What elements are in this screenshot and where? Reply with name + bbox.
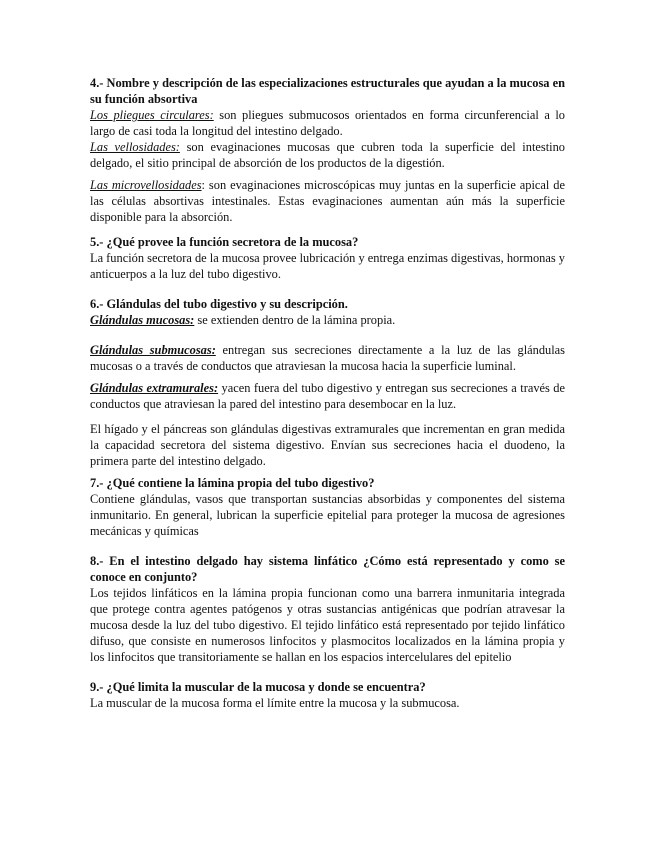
section-6 <box>90 296 565 469</box>
desc-glandulas-extramurales: yacen fuera del tubo digestivo y entregan sus secreciones a través de conductos que atraviesan la pared del intestino para desembocar en la luz. <box>90 381 565 411</box>
question-9: 9.- ¿Qué limita la muscular de la mucosa y donde se encuentra? <box>90 680 426 694</box>
desc-pliegues-circulares: son pliegues submucosos orientados en forma circunferencial a lo largo de casi toda la longitud del intestino delgado. <box>90 108 565 138</box>
document-page <box>90 75 565 711</box>
item-pliegues-circulares <box>90 107 565 139</box>
item-glandulas-mucosas <box>90 312 565 328</box>
answer-9: La muscular de la mucosa forma el límite entre la mucosa y la submucosa. <box>90 696 460 710</box>
answer-8: Los tejidos linfáticos en la lámina propia funcionan como una barrera inmunitaria integrada que protege contra agentes patógenos y otras sustancias antigénicas que podrían atravesar la mucosa desde la luz del tubo digestivo. El tejido linfático está representado por tejido linfático difuso, que consiste en numerosos linfocitos y plasmocitos localizados en la lámina propia y los linfocitos que transitoriamente se hallan en los espacios intercelulares del epitelio <box>90 586 565 664</box>
term-pliegues-circulares: Los pliegues circulares: <box>90 108 214 122</box>
paragraph-higado-pancreas: El hígado y el páncreas son glándulas digestivas extramurales que incrementan en gran medida la capacidad secretora del sistema digestivo. Envían sus secreciones hacia el duodeno, la primera parte del intestino delgado. <box>90 422 565 468</box>
section-8 <box>90 553 565 665</box>
answer-7: Contiene glándulas, vasos que transportan sustancias absorbidas y componentes del sistema inmunitario. En general, lubrican la superficie epitelial para proteger la mucosa de agresiones mecánicas y químicas <box>90 492 565 538</box>
desc-glandulas-mucosas: se extienden dentro de la lámina propia. <box>194 313 396 327</box>
item-glandulas-extramurales <box>90 380 565 412</box>
section-7 <box>90 475 565 539</box>
answer-5: La función secretora de la mucosa provee lubricación y entrega enzimas digestivas, hormonas y anticuerpos a la luz del tubo digestivo. <box>90 251 565 281</box>
question-4: 4.- Nombre y descripción de las especializaciones estructurales que ayudan a la mucosa en su función absortiva <box>90 76 565 106</box>
desc-microvellosidades: : son evaginaciones microscópicas muy juntas en la superficie apical de las células absortivas intestinales. Estas evaginaciones aumentan aún más la superficie disponible para la absorción. <box>90 178 565 224</box>
section-5 <box>90 234 565 282</box>
item-glandulas-submucosas <box>90 342 565 374</box>
term-glandulas-mucosas: Glándulas mucosas: <box>90 313 195 327</box>
section-4 <box>90 75 565 225</box>
question-8: 8.- En el intestino delgado hay sistema linfático ¿Cómo está representado y como se conoce en conjunto? <box>90 554 565 584</box>
term-microvellosidades: Las microvellosidades <box>90 178 202 192</box>
term-glandulas-submucosas: Glándulas submucosas: <box>90 343 216 357</box>
item-microvellosidades <box>90 177 565 225</box>
desc-glandulas-submucosas: entregan sus secreciones directamente a la luz de las glándulas mucosas o a través de conductos que atraviesan la mucosa hacia la superficie luminal. <box>90 343 565 373</box>
desc-vellosidades: son evaginaciones mucosas que cubren toda la superficie del intestino delgado, el sitio principal de absorción de los productos de la digestión. <box>90 140 565 170</box>
question-6: 6.- Glándulas del tubo digestivo y su descripción. <box>90 297 348 311</box>
term-glandulas-extramurales: Glándulas extramurales: <box>90 381 219 395</box>
item-vellosidades <box>90 139 565 171</box>
term-vellosidades: Las vellosidades: <box>90 140 180 154</box>
question-5: 5.- ¿Qué provee la función secretora de la mucosa? <box>90 235 359 249</box>
question-7: 7.- ¿Qué contiene la lámina propia del tubo digestivo? <box>90 476 375 490</box>
section-9 <box>90 679 565 711</box>
